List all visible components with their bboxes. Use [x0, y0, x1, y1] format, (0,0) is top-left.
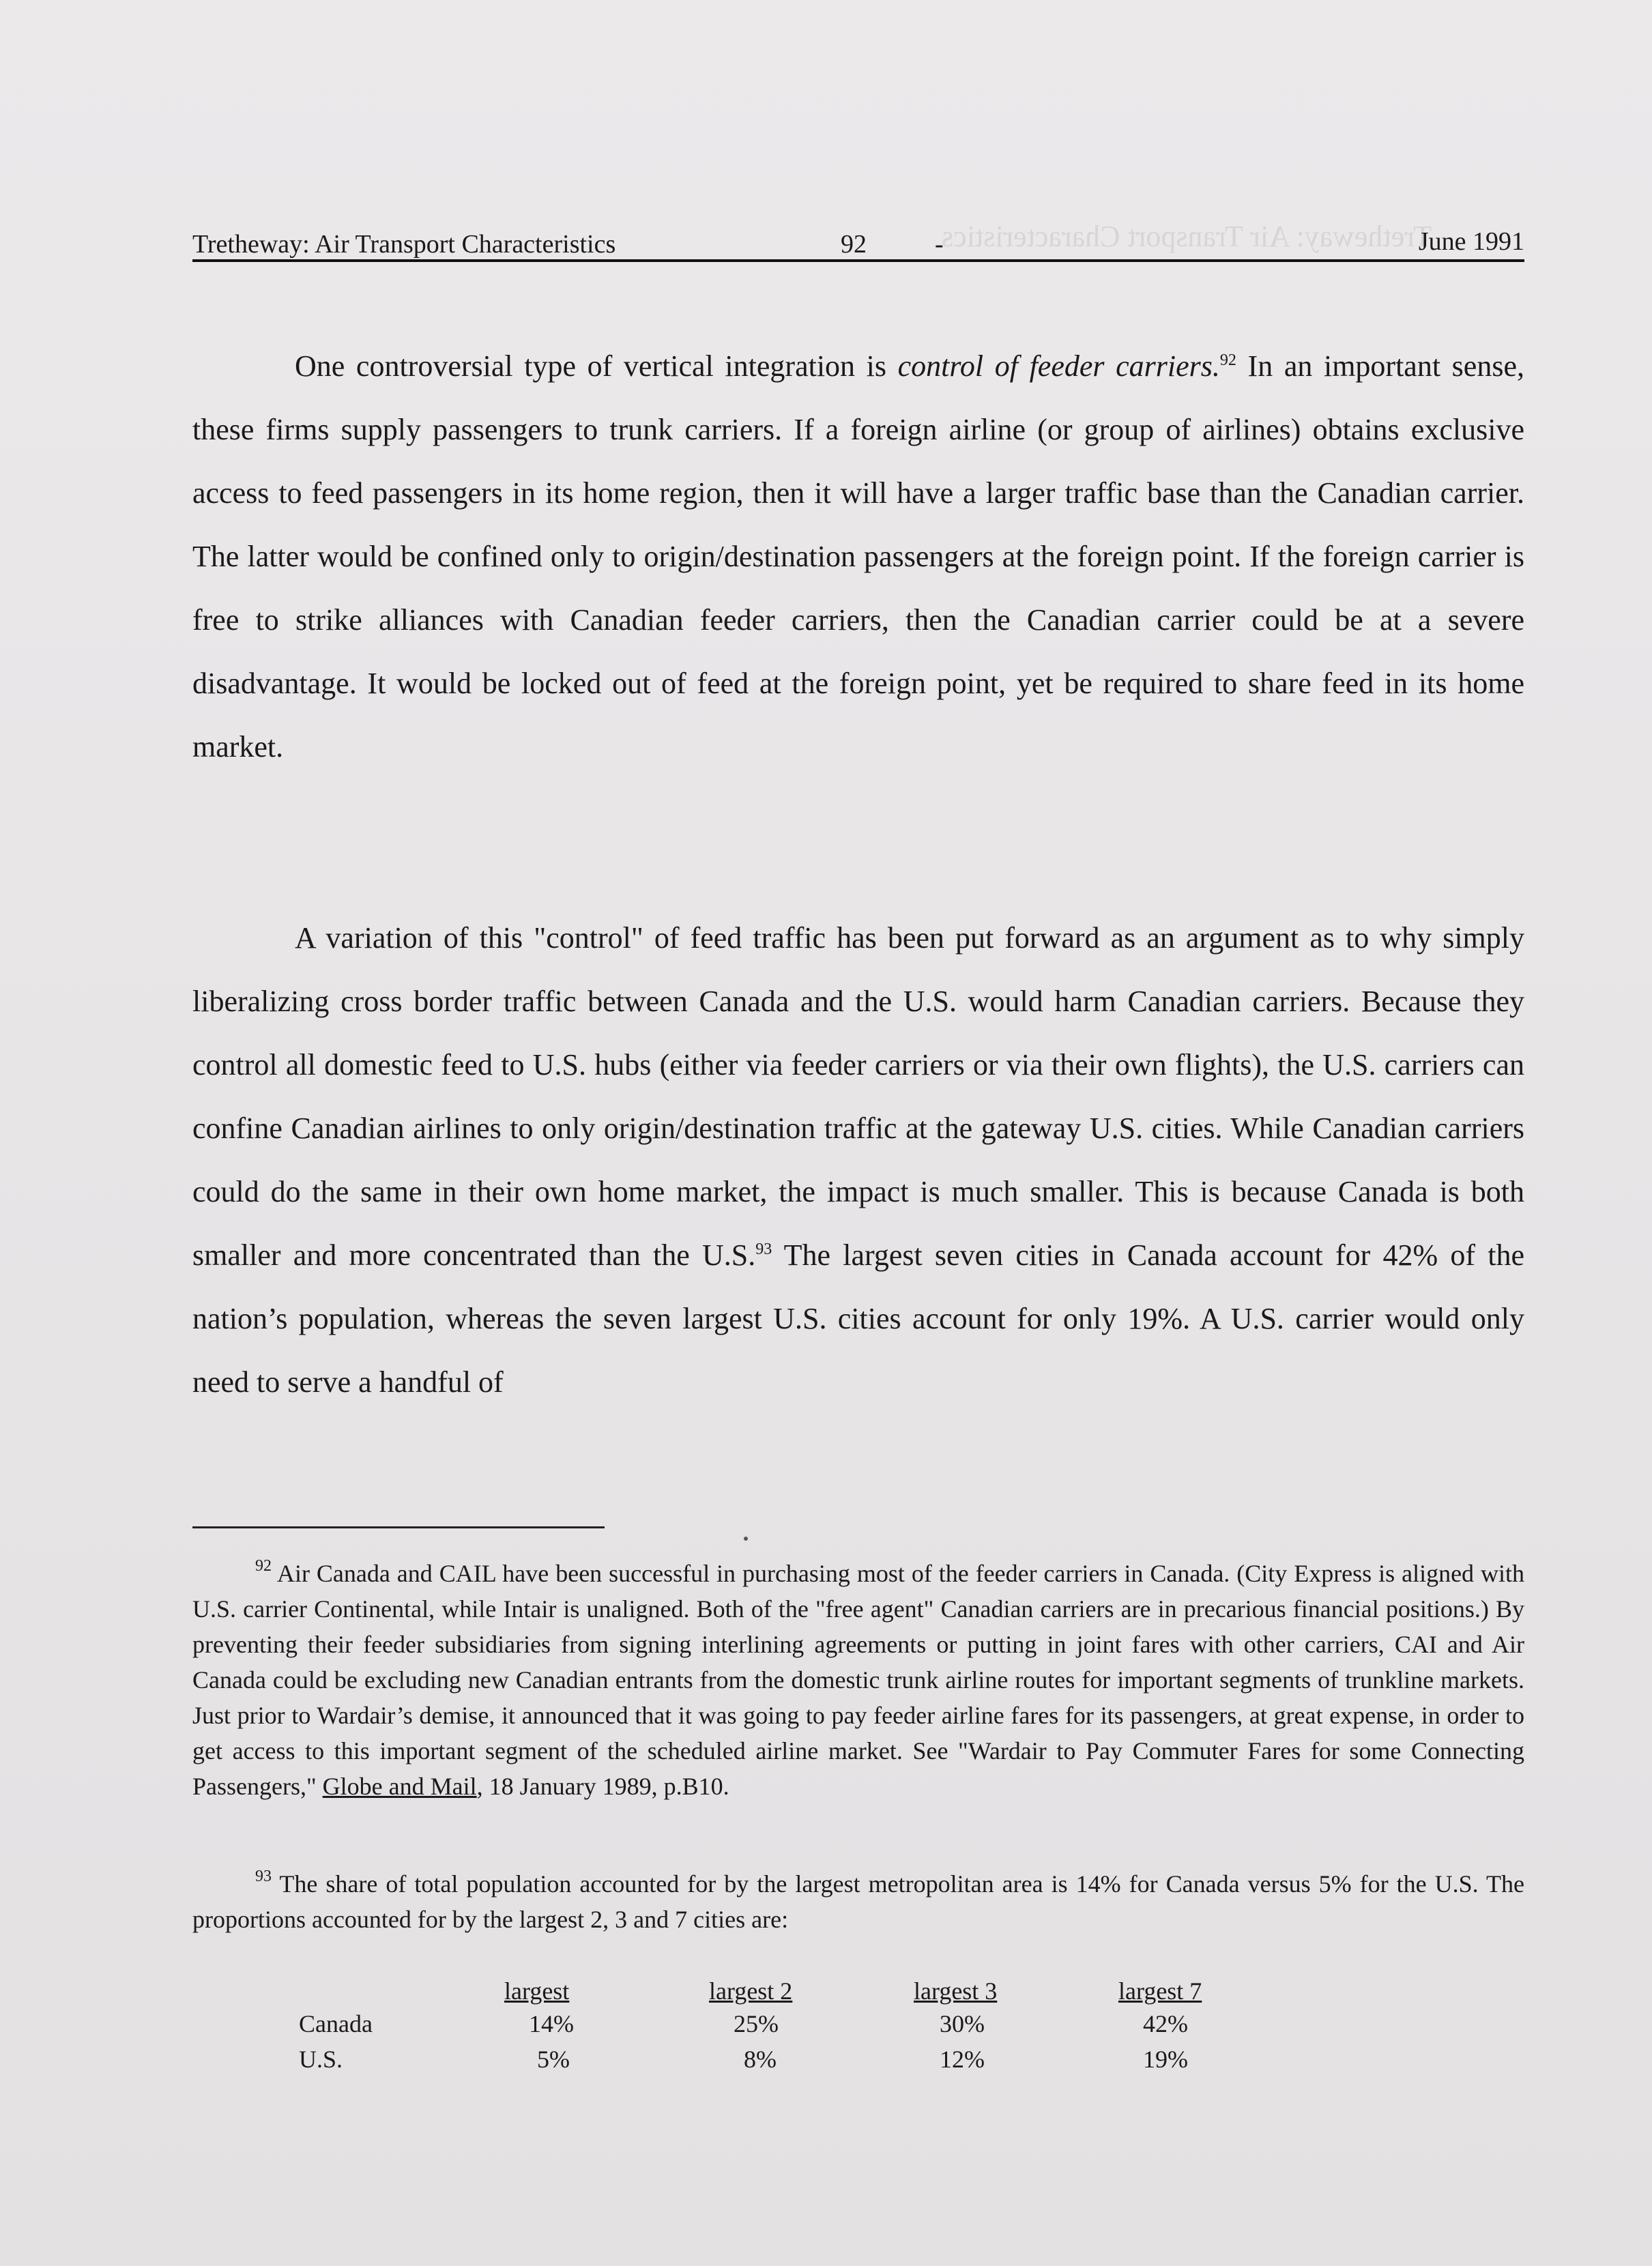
table-cell: 42% — [1143, 2010, 1188, 2037]
paragraph-feeder-carriers — [192, 334, 1524, 779]
paragraph-1-rest: In an important sense, these firms supply passengers to trunk carriers. If a foreign airline (or group of airlines) obtains exclusive access to feed passengers in its home region, then it will have a larger traffic base than the Canadian carrier. The latter would be confined only to origin/destination passengers at the foreign point. If the foreign carrier is free to strike alliances with Canadian feeder carriers, then the Canadian carrier could be at a severe disadvantage. It would be locked out of feed at the foreign point, yet be required to share feed in its home market. — [192, 349, 1524, 764]
speck — [744, 1537, 748, 1541]
header-date: June 1991 — [1418, 227, 1524, 256]
table-cell: 30% — [940, 2010, 985, 2037]
paragraph-feed-control — [192, 906, 1524, 1414]
paragraph-2-rest: The largest seven cities in Canada account for 42% of the nation’s population, whereas the seven largest U.S. cities account for only 19%. A U.S. carrier would only need to serve a handful of — [192, 1238, 1524, 1399]
header-title: Tretheway: Air Transport Characteristics — [192, 230, 616, 259]
table-header: largest 2 — [709, 1977, 793, 2005]
header-page-number: 92 — [841, 230, 867, 259]
table-header: largest — [504, 1977, 570, 2005]
paragraph-2 — [192, 906, 1524, 1414]
footnote-92-lead: Air Canada and CAIL have been successful in purchasing most of the feeder carriers in Canada. (City Express is aligned with U.S. carrier Continental, while Intair is unaligned. Both of the "free agent" Canadian carriers are in precarious financial positions.) By preventing their feeder subsidiaries from signing interlining agreements or putting in joint fares with other carriers, CAI and Air Canada could be excluding new Canadian entrants from the domestic trunk airline routes for important segments of trunkline markets. Just prior to Wardair’s demise, it announced that it was going to pay feeder airline fares for its passengers, at great expense, in order to get access to this important segment of the scheduled airline market. See "Wardair to Pay Commuter Fares for some Connecting Passengers," — [192, 1560, 1524, 1800]
table-cell: 25% — [734, 2010, 779, 2037]
footnote-93-marker: 93 — [255, 1868, 272, 1885]
footnote-ref-93[interactable]: 93 — [755, 1240, 772, 1258]
footnote-93 — [192, 1866, 1524, 1937]
table-row-label: Canada — [299, 2010, 373, 2037]
table-cell: 8% — [744, 2046, 777, 2073]
table-row-label: U.S. — [299, 2046, 343, 2073]
footnote-93-text — [192, 1866, 1524, 1937]
table-cell: 19% — [1143, 2046, 1188, 2073]
bleed-through-text: Tretheway: Air Transport Characteristics — [942, 220, 1432, 253]
footnote-ref-92[interactable]: 92 — [1219, 351, 1236, 369]
footnote-divider — [192, 1526, 605, 1528]
footnote-93-body: The share of total population accounted for by the largest metropolitan area is 14% for Canada versus 5% for the U.S. The proportions accounted for by the largest 2, 3 and 7 cities are: — [192, 1870, 1524, 1933]
footnote-92-text — [192, 1556, 1524, 1804]
paragraph-1-italic: control of feeder carriers. — [897, 349, 1220, 383]
table-cell: 12% — [940, 2046, 985, 2073]
citation-globe-and-mail: Globe and Mail — [322, 1773, 477, 1800]
footnote-92-tail: , 18 January 1989, p.B10. — [476, 1773, 729, 1800]
footnote-92-marker: 92 — [255, 1557, 272, 1575]
table-cell: 14% — [529, 2010, 574, 2037]
table-header: largest 7 — [1118, 1977, 1202, 2005]
page-header — [192, 227, 1524, 262]
paragraph-2-lead: A variation of this "control" of feed traffic has been put forward as an argument as to why simply liberalizing cross border traffic between Canada and the U.S. would harm Canadian carriers. Because they control all domestic feed to U.S. hubs (either via feeder carriers or via their own flights), the U.S. carriers can confine Canadian airlines to only origin/destination traffic at the gateway U.S. cities. While Canadian carriers could do the same in their own home market, the impact is much smaller. This is because Canada is both smaller and more concentrated than the U.S. — [192, 921, 1524, 1272]
header-dash: - — [935, 230, 944, 259]
paragraph-1 — [192, 334, 1524, 779]
table-header: largest 3 — [914, 1977, 998, 2005]
table-cell: 5% — [537, 2046, 570, 2073]
footnote-92 — [192, 1556, 1524, 1804]
paragraph-1-lead: One controversial type of vertical integration is — [295, 349, 898, 383]
